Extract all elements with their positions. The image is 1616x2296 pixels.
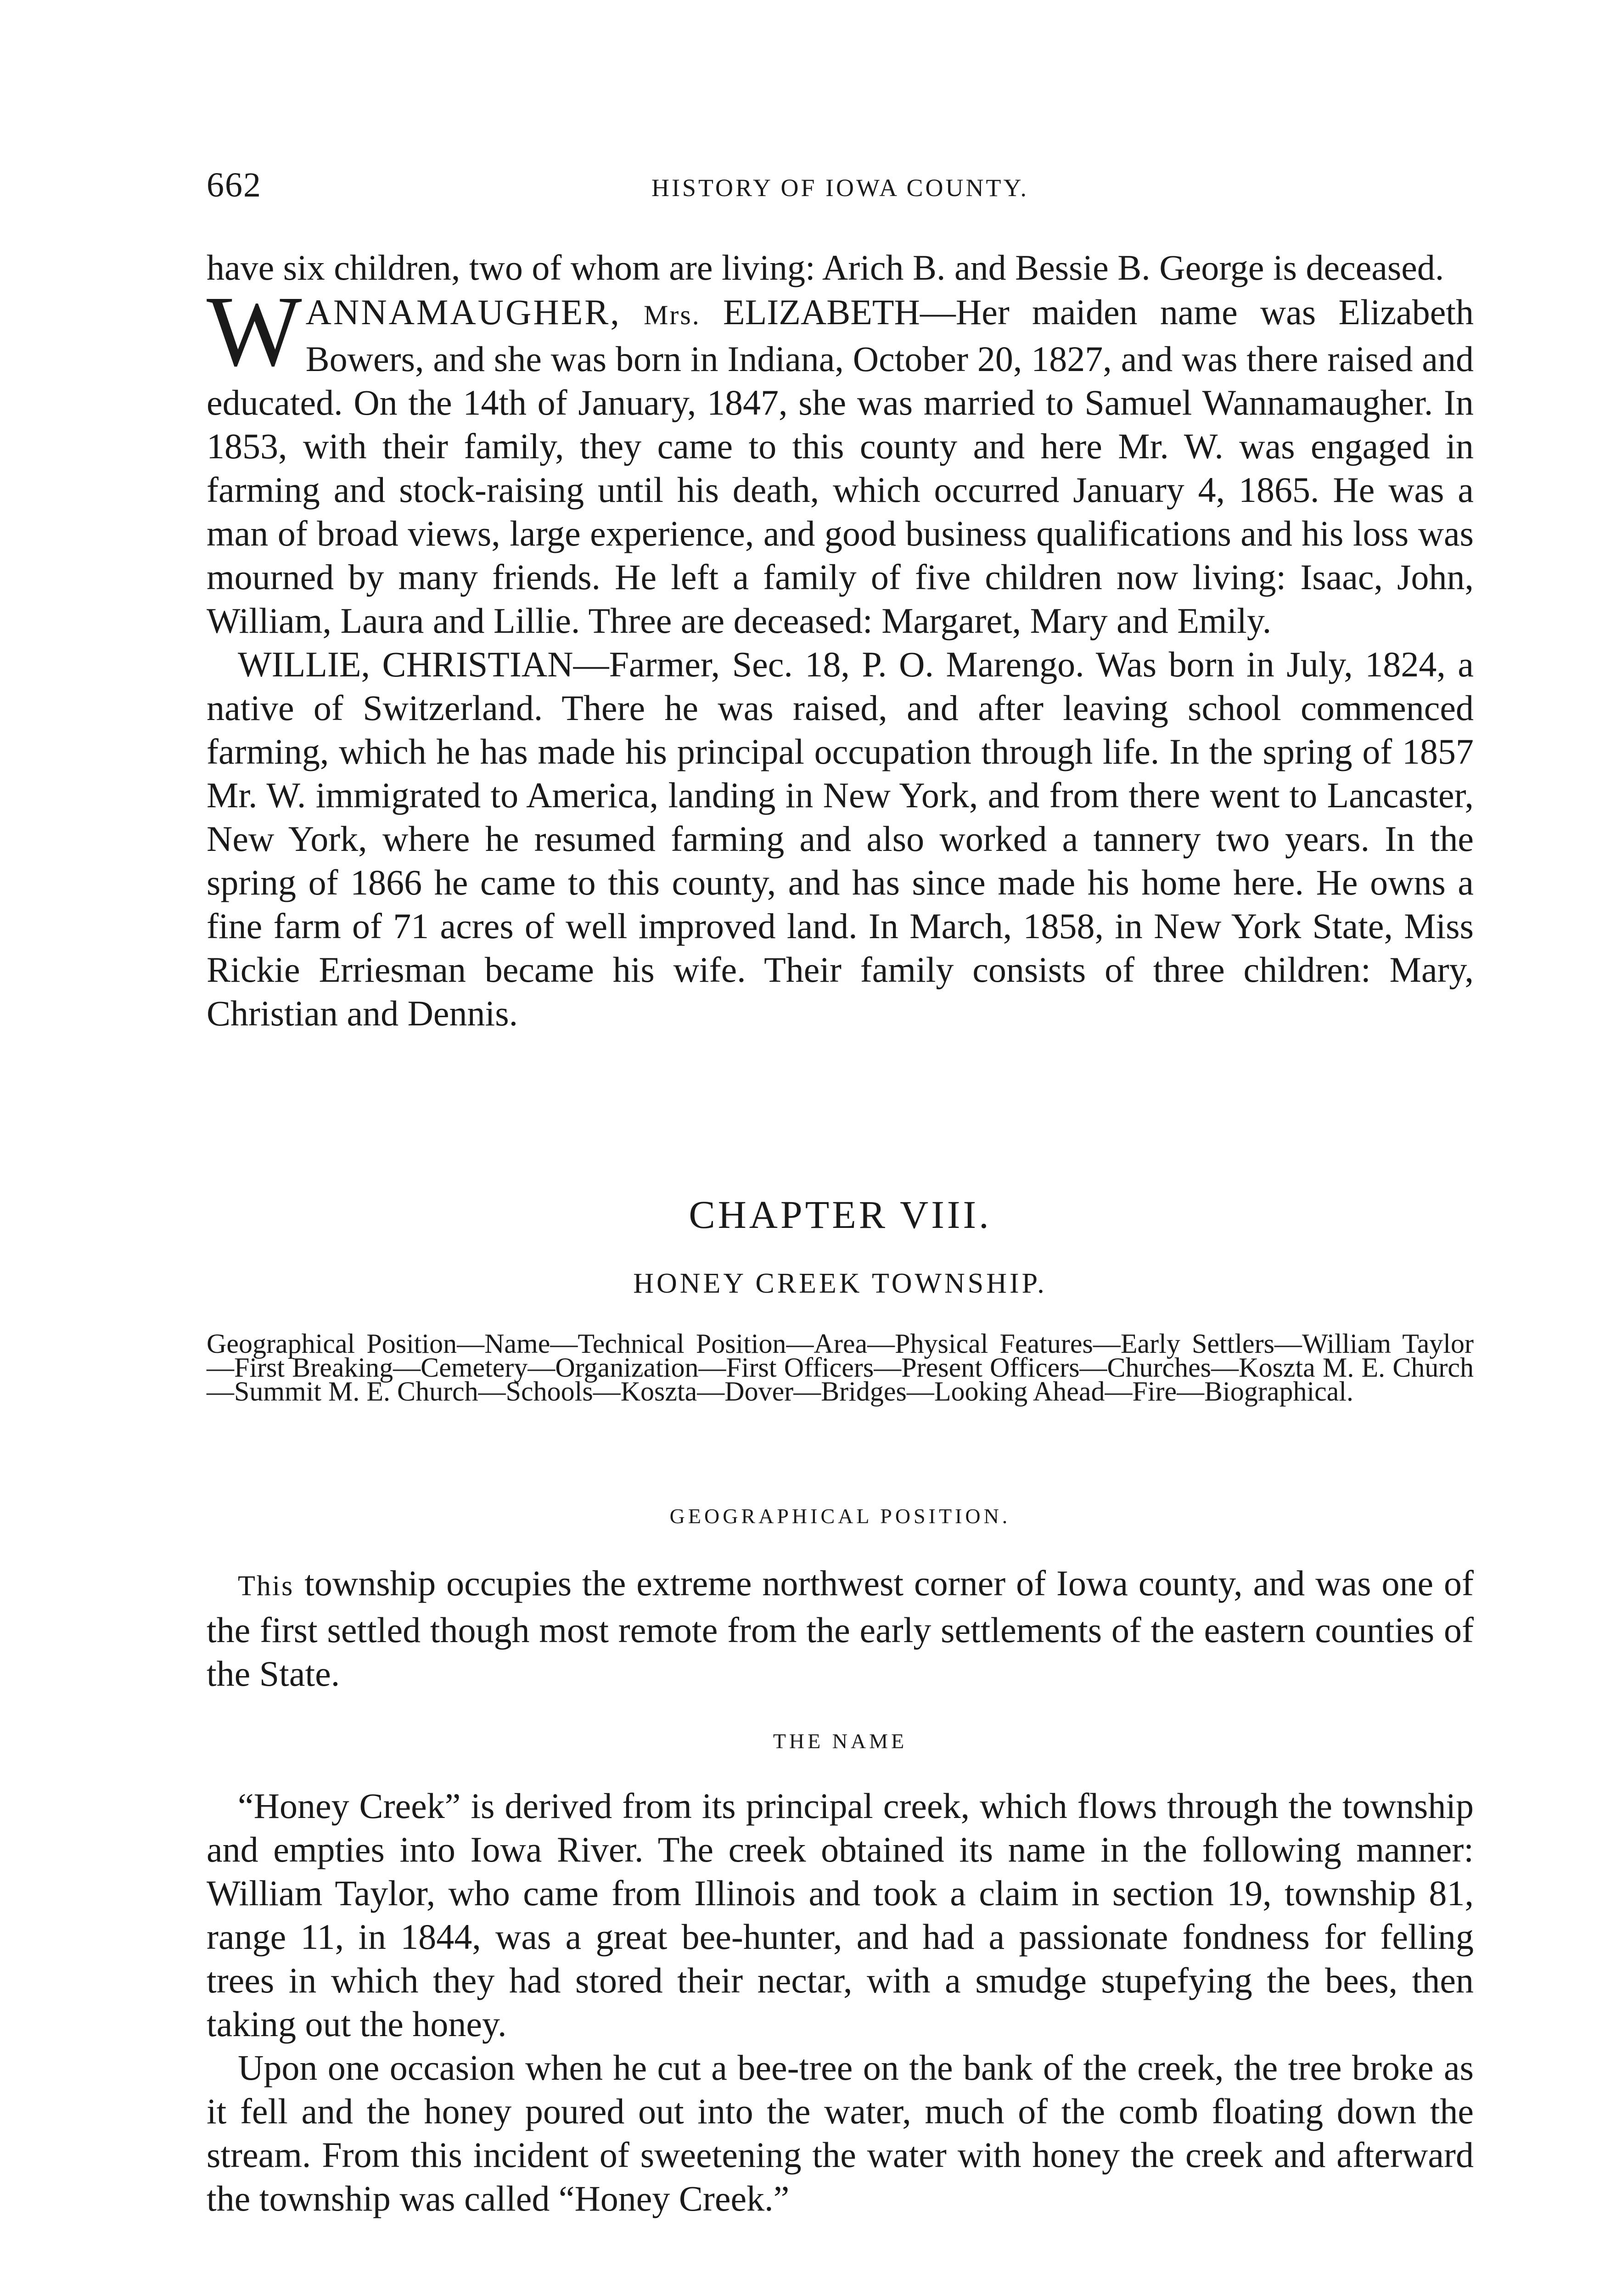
chapter-synopsis: Geographical Position—Name—Technical Position—Area—Physical Features—Early Settlers—William Taylor—First Breaking—Cemetery—Organization—First Officers—Present Officers—Churches—Koszta M. E. Church—Summit M. E. Church—Schools—Koszta—Dover—Bridges—Looking Ahead—Fire—Biographical.: [207, 1328, 1474, 1407]
section-heading-geographical: GEOGRAPHICAL POSITION.: [669, 1504, 1011, 1528]
drop-cap: W: [207, 275, 302, 387]
wannamaugher-text: ELIZABETH—Her maiden name was Elizabeth Bowers, and she was born in Indiana, October 20, 1827, and was there raised and educated. On the 14th of January, 1847, she was married to Samuel Wannamaugher. In 1853, with their family, they came to this county and here Mr. W. was engaged in farming and stock-raising until his death, which occurred January 4, 1865. He was a man of broad views, large experience, and good business qualifications and his loss was mourned by many friends. He left a family of five children now living: Isaac, John, William, Laura and Lillie. Three are deceased: Margaret, Mary and Emily.: [207, 292, 1474, 641]
top-section: [207, 246, 1474, 1035]
section-heading-the-name: THE NAME: [773, 1729, 908, 1753]
geographical-paragraph: [207, 1561, 1474, 1695]
running-head: HISTORY OF IOWA COUNTY.: [651, 174, 1029, 202]
geographical-lead: This: [238, 1570, 294, 1602]
page-number: 662: [207, 166, 262, 204]
chapter-subtitle: HONEY CREEK TOWNSHIP.: [633, 1268, 1047, 1299]
geographical-section: [207, 1561, 1474, 1695]
chapter-title: CHAPTER VIII.: [689, 1193, 992, 1237]
wannamaugher-name: ANNAMAUGHER,: [305, 292, 621, 332]
wannamaugher-entry: [207, 275, 1474, 642]
wannamaugher-title: Mrs.: [644, 300, 701, 330]
willie-name: WILLIE, CHRISTIAN: [238, 644, 573, 684]
the-name-paragraph-1: “Honey Creek” is derived from its principal creek, which flows through the township and empties into Iowa River. The creek obtained its name in the following manner: William Taylor, who came from Illinois and took a claim in section 19, township 81, range 11, in 1844, was a great bee-hunter, and had a passionate fondness for felling trees in which they had stored their nectar, with a smudge stupefying the bees, then taking out the honey.: [207, 1786, 1474, 2044]
page-header: [207, 165, 1474, 216]
willie-entry: [207, 642, 1474, 1035]
continued-paragraph: have six children, two of whom are living: Arich B. and Bessie B. George is deceased.: [207, 248, 1444, 287]
the-name-paragraph-2: Upon one occasion when he cut a bee-tree on the bank of the creek, the tree broke as it fell and the honey poured out into the water, much of the comb floating down the stream. From this incident of sweetening the water with honey the creek and afterward the township was called “Honey Creek.”: [207, 2048, 1474, 2218]
willie-text: —Farmer, Sec. 18, P. O. Marengo. Was born in July, 1824, a native of Switzerland. There he was raised, and after leaving school commenced farming, which he has made his principal occupation through life. In the spring of 1857 Mr. W. immigrated to America, landing in New York, and from there went to Lancaster, New York, where he resumed farming and also worked a tannery two years. In the spring of 1866 he came to this county, and has since made his home here. He owns a fine farm of 71 acres of well improved land. In March, 1858, in New York State, Miss Rickie Erriesman became his wife. Their family consists of three children: Mary, Christian and Dennis.: [207, 644, 1474, 1033]
the-name-section: [207, 1784, 1474, 2220]
geographical-text: township occupies the extreme northwest corner of Iowa county, and was one of the first settled though most remote from the early settlements of the eastern counties of the State.: [207, 1563, 1474, 1694]
